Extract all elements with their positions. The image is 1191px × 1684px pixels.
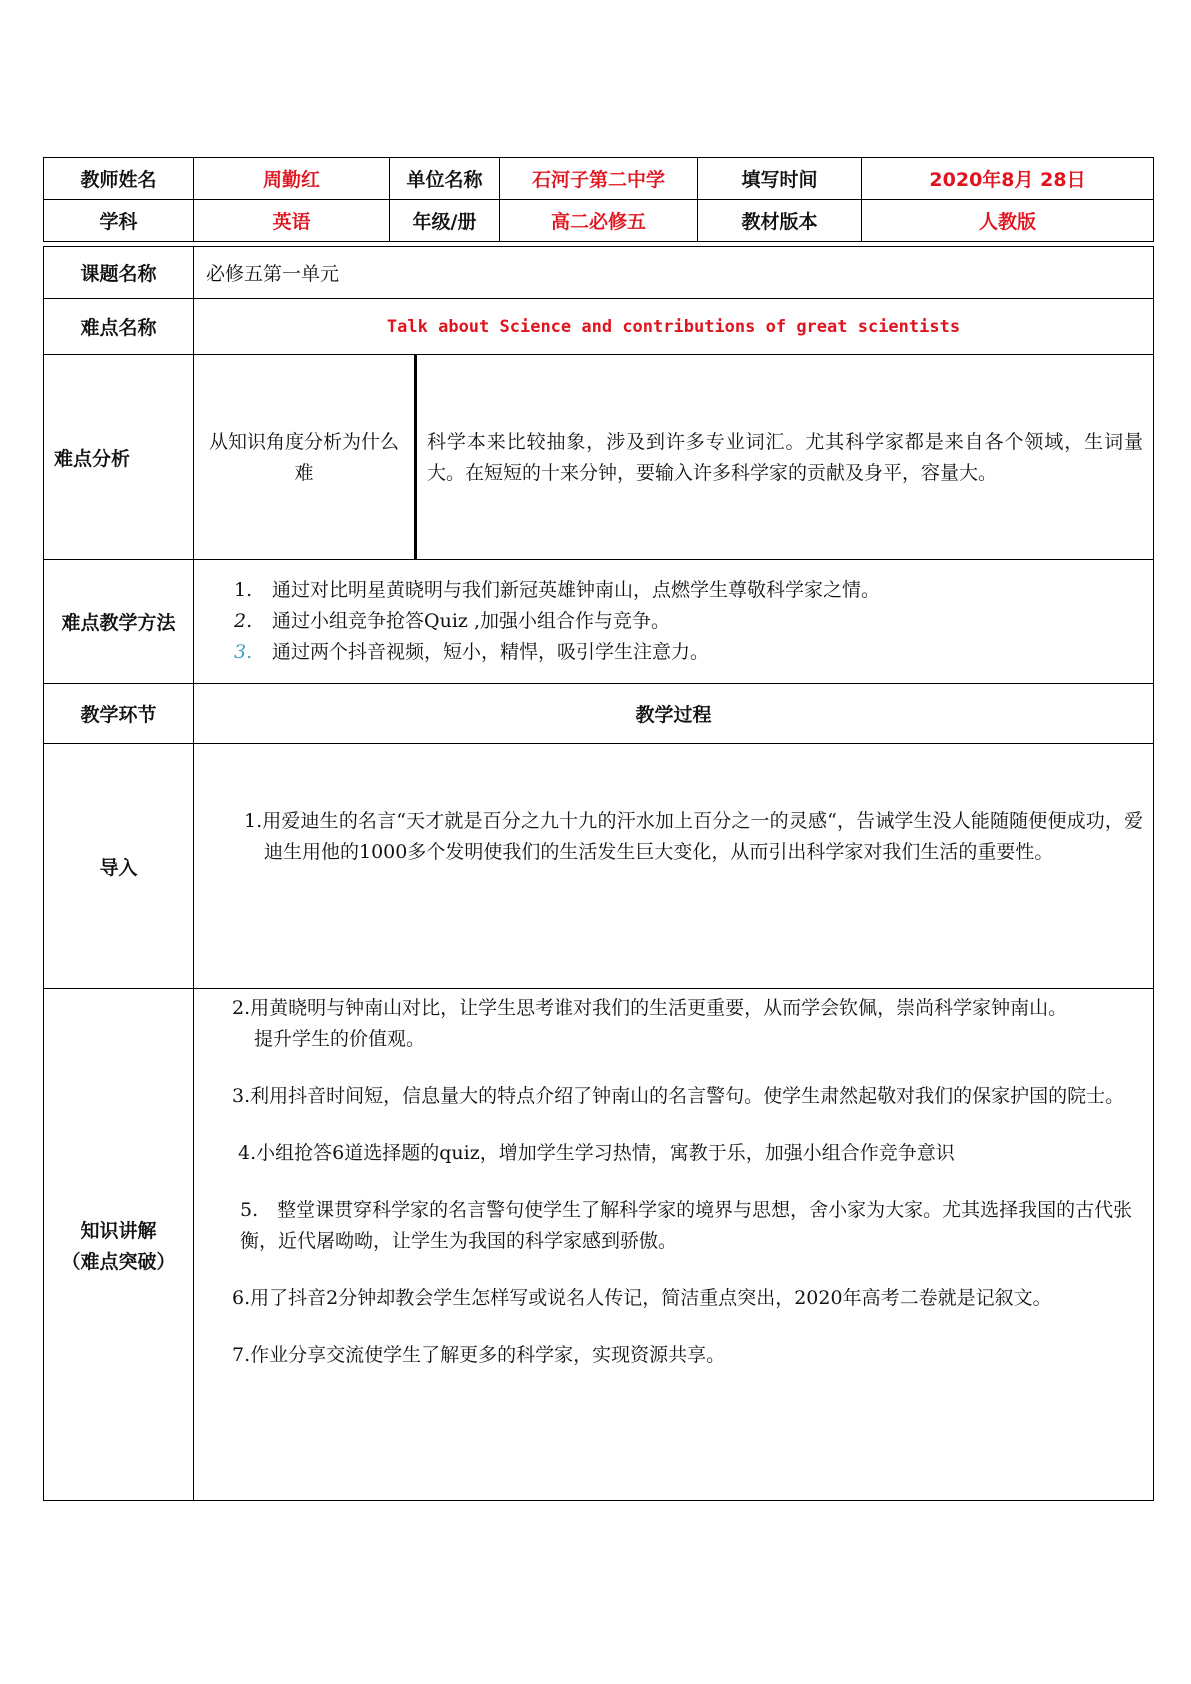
analysis-row	[44, 355, 1154, 560]
knowledge-cell	[194, 989, 1154, 1501]
grade-value: 高二必修五	[500, 200, 698, 242]
analysis-sub-cell	[194, 355, 416, 559]
analysis-inner	[194, 355, 1153, 559]
process-header-row	[44, 684, 1154, 744]
grade-label: 年级/册	[390, 200, 500, 242]
knowledge-row	[44, 989, 1154, 1501]
unit-value: 石河子第二中学	[500, 158, 698, 200]
teacher-value: 周勤红	[194, 158, 390, 200]
method-item	[234, 637, 1153, 668]
topic-row	[44, 247, 1154, 299]
method-item	[234, 606, 1153, 637]
process-stage-label: 教学环节	[44, 684, 194, 744]
topic-value: 必修五第一单元	[194, 247, 1154, 299]
intro-cell	[194, 744, 1154, 989]
analysis-text: 科学本来比较抽象，涉及到许多专业词汇。尤其科学家都是来自各个领域，生词量大。在短短的十来分钟，要输入许多科学家的贡献及身平，容量大。	[427, 431, 1143, 484]
difficulty-label: 难点名称	[44, 299, 194, 355]
subject-value: 英语	[194, 200, 390, 242]
header-row-1	[44, 158, 1154, 200]
knowledge-p2b: 提升学生的价值观。	[254, 1028, 426, 1050]
textbook-label: 教材版本	[698, 200, 862, 242]
lesson-plan-table	[43, 157, 1154, 1501]
intro-row	[44, 744, 1154, 989]
method-item	[234, 575, 1153, 606]
method-num: 2.	[234, 610, 253, 632]
knowledge-p6: 6.用了抖音2分钟却教会学生怎样写或说名人传记，简洁重点突出，2020年高考二卷就是记叙文。	[232, 1287, 1052, 1309]
intro-label: 导入	[44, 744, 194, 989]
difficulty-value: Talk about Science and contributions of great scientists	[194, 299, 1154, 355]
knowledge-p3: 3.利用抖音时间短，信息量大的特点介绍了钟南山的名言警句。使学生肃然起敬对我们的保家护国的院士。	[232, 1085, 1125, 1107]
date-label: 填写时间	[698, 158, 862, 200]
subject-label: 学科	[44, 200, 194, 242]
knowledge-p2a: 2.用黄晓明与钟南山对比，让学生思考谁对我们的生活更重要，从而学会钦佩，崇尚科学家钟南山。	[232, 997, 1068, 1019]
method-text: 通过两个抖音视频，短小，精悍，吸引学生注意力。	[272, 641, 710, 663]
knowledge-label-cell	[44, 989, 194, 1501]
analysis-sub-label: 从知识角度分析为什么难	[208, 431, 399, 484]
unit-label: 单位名称	[390, 158, 500, 200]
knowledge-label: 知识讲解	[80, 1219, 157, 1242]
date-value: 2020年8月 28日	[862, 158, 1154, 200]
analysis-text-cell	[416, 355, 1154, 559]
lesson-plan-sheet	[43, 157, 1153, 1501]
process-label: 教学过程	[194, 684, 1154, 744]
method-num: 1.	[234, 579, 253, 601]
methods-label: 难点教学方法	[44, 560, 194, 684]
knowledge-p5: 5. 整堂课贯穿科学家的名言警句使学生了解科学家的境界与思想，舍小家为大家。尤其选择我国的古代张衡，近代屠呦呦，让学生为我国的科学家感到骄傲。	[240, 1199, 1133, 1252]
analysis-content	[194, 355, 1154, 560]
method-text: 通过小组竞争抢答Quiz ,加强小组合作与竞争。	[272, 610, 670, 632]
methods-row	[44, 560, 1154, 684]
knowledge-p7: 7.作业分享交流使学生了解更多的科学家，实现资源共享。	[232, 1344, 726, 1366]
textbook-value: 人教版	[862, 200, 1154, 242]
knowledge-p4: 4.小组抢答6道选择题的quiz，增加学生学习热情，寓教于乐，加强小组合作竞争意识	[238, 1142, 955, 1164]
intro-text: 1.用爱迪生的名言“天才就是百分之九十九的汗水加上百分之一的灵感“，告诫学生没人能随随便便成功，爱迪生用他的1000多个发明使我们的生活发生巨大变化，从而引出科学家对我们生活的重要性。	[244, 810, 1143, 863]
topic-label: 课题名称	[44, 247, 194, 299]
header-row-2	[44, 200, 1154, 242]
methods-list	[194, 560, 1154, 684]
method-num: 3.	[234, 641, 253, 663]
knowledge-label-sub: （难点突破）	[61, 1250, 176, 1273]
analysis-label: 难点分析	[44, 355, 194, 560]
method-text: 通过对比明星黄晓明与我们新冠英雄钟南山，点燃学生尊敬科学家之情。	[272, 579, 881, 601]
difficulty-row	[44, 299, 1154, 355]
teacher-label: 教师姓名	[44, 158, 194, 200]
